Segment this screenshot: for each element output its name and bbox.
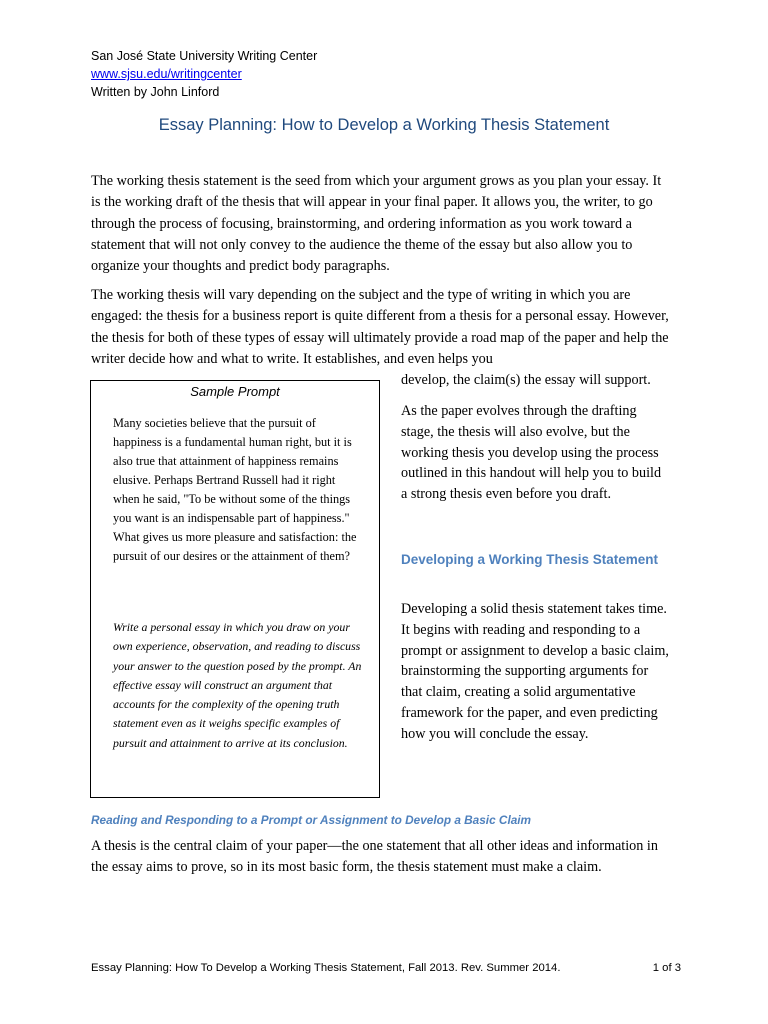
document-header (91, 47, 317, 101)
second-paragraph: The working thesis will vary depending on the subject and the type of writing in which you are engaged: the thesis for a business report is quite different from a thesis for a personal essay. However, the thesis for both of these types of essay will ultimately provide a road map of the paper and help the writer decide how and what to write. It establishes, and even helps you (91, 287, 669, 367)
subsection-heading: Reading and Responding to a Prompt or Assignment to Develop a Basic Claim (91, 813, 532, 827)
drafting-paragraph: As the paper evolves through the drafting stage, the thesis will also evolve, but the working thesis you develop using the process outlined in this handout will help you to build a strong thesis even before you draft. (401, 403, 662, 503)
sample-prompt-box (90, 380, 380, 798)
writing-center-link[interactable]: www.sjsu.edu/writingcenter (91, 67, 242, 81)
author-line: Written by John Linford (91, 85, 220, 99)
section-heading: Developing a Working Thesis Statement (401, 552, 659, 567)
intro-paragraph: The working thesis statement is the seed from which your argument grows as you plan your essay. It is the working draft of the thesis that will appear in your final paper. It allows you, the writer, to go through the process of focusing, brainstorming, and ordering information as you work toward a statement that will not only convey to the audience the theme of the essay but also allow you to organize your thoughts and predict body paragraphs. (91, 173, 662, 275)
page-title: Essay Planning: How to Develop a Working Thesis Statement (158, 116, 610, 134)
claim-paragraph: A thesis is the central claim of your paper—the one statement that all other ideas and information in the essay aims to prove, so in its most basic form, the thesis statement must make a claim. (91, 838, 658, 876)
page-number: 1 of 3 (652, 962, 681, 974)
page-footer (91, 962, 681, 974)
developing-paragraph: Developing a solid thesis statement takes time. It begins with reading and responding to a prompt or assignment to develop a basic claim, brainstorming the supporting arguments for that claim, creating a solid argumentative framework for the paper, and even predicting how you will conclude the essay. (401, 601, 669, 742)
sample-prompt-text: Many societies believe that the pursuit of happiness is a fundamental human right, but it is also true that attainment of happiness remains elusive. Perhaps Bertrand Russell had it right when he said, "To be without some of the things you want is an indispensable part of happiness." What gives us more pleasure and satisfaction: the pursuit of our desires or the attainment of them? (113, 416, 357, 563)
footer-text: Essay Planning: How To Develop a Working Thesis Statement, Fall 2013. Rev. Summer 2014. (91, 962, 561, 974)
sample-prompt-instructions: Write a personal essay in which you draw on your own experience, observation, and reading to discuss your answer to the question posed by the prompt. An effective essay will construct an argument that accounts for the complexity of the opening truth statement even as it weighs specific examples of pursuit and attainment to arrive at its conclusion. (113, 620, 362, 750)
sample-prompt-title: Sample Prompt (190, 384, 280, 399)
second-paragraph-tail: develop, the claim(s) the essay will support. (401, 372, 651, 388)
institution-name: San José State University Writing Center (91, 49, 318, 63)
